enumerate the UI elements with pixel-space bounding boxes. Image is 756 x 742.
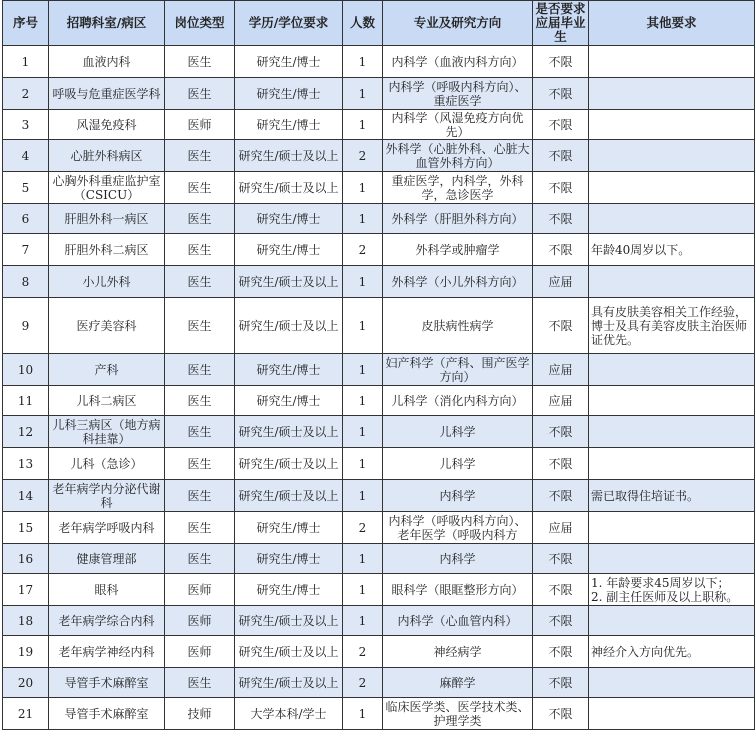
table-row	[3, 698, 755, 730]
cell-major: 神经病学	[383, 636, 533, 668]
cell-grad: 应届	[533, 354, 589, 386]
cell-dept: 心胸外科重症监护室（CSICU）	[49, 172, 165, 204]
table-row	[3, 448, 755, 480]
cell-count: 1	[343, 110, 383, 140]
cell-major: 内科学（心血管内科）	[383, 606, 533, 636]
cell-other	[589, 140, 755, 172]
cell-grad: 不限	[533, 574, 589, 606]
cell-edu: 研究生/博士	[235, 46, 343, 78]
cell-major: 外科学（肝胆外科方向）	[383, 204, 533, 234]
cell-grad: 不限	[533, 234, 589, 266]
cell-no: 21	[3, 698, 49, 730]
cell-count: 1	[343, 204, 383, 234]
header-major: 专业及研究方向	[383, 1, 533, 46]
cell-count: 2	[343, 668, 383, 698]
cell-type: 技师	[165, 698, 235, 730]
cell-major: 内科学（呼吸内科方向）、老年医学（呼吸内科方	[383, 512, 533, 544]
cell-grad: 应届	[533, 266, 589, 298]
header-other: 其他要求	[589, 1, 755, 46]
table-row	[3, 46, 755, 78]
table-row	[3, 512, 755, 544]
cell-dept: 儿科二病区	[49, 386, 165, 416]
cell-no: 18	[3, 606, 49, 636]
table-row	[3, 298, 755, 354]
cell-no: 4	[3, 140, 49, 172]
cell-count: 1	[343, 544, 383, 574]
cell-edu: 研究生/博士	[235, 574, 343, 606]
cell-dept: 眼科	[49, 574, 165, 606]
cell-type: 医生	[165, 140, 235, 172]
cell-no: 14	[3, 480, 49, 512]
header-row	[3, 1, 755, 46]
cell-count: 1	[343, 574, 383, 606]
table-row	[3, 386, 755, 416]
cell-count: 1	[343, 698, 383, 730]
cell-dept: 老年病学内分泌代谢科	[49, 480, 165, 512]
cell-grad: 不限	[533, 636, 589, 668]
cell-count: 1	[343, 606, 383, 636]
cell-count: 2	[343, 234, 383, 266]
cell-dept: 老年病学综合内科	[49, 606, 165, 636]
cell-other	[589, 354, 755, 386]
cell-count: 1	[343, 172, 383, 204]
cell-edu: 研究生/硕士及以上	[235, 480, 343, 512]
cell-type: 医生	[165, 204, 235, 234]
cell-major: 内科学	[383, 480, 533, 512]
cell-major: 内科学（呼吸内科方向）、重症医学	[383, 78, 533, 110]
cell-edu: 研究生/硕士及以上	[235, 266, 343, 298]
cell-type: 医生	[165, 416, 235, 448]
cell-type: 医生	[165, 512, 235, 544]
cell-grad: 不限	[533, 544, 589, 574]
cell-edu: 研究生/硕士及以上	[235, 172, 343, 204]
cell-other: 1. 年龄要求45周岁以下； 2. 副主任医师及以上职称。	[589, 574, 755, 606]
cell-grad: 不限	[533, 140, 589, 172]
cell-major: 临床医学类、医学技术类、护理学类	[383, 698, 533, 730]
cell-edu: 研究生/硕士及以上	[235, 140, 343, 172]
cell-dept: 健康管理部	[49, 544, 165, 574]
cell-grad: 不限	[533, 606, 589, 636]
cell-type: 医生	[165, 266, 235, 298]
cell-major: 内科学	[383, 544, 533, 574]
cell-count: 2	[343, 636, 383, 668]
cell-type: 医生	[165, 298, 235, 354]
cell-type: 医师	[165, 606, 235, 636]
cell-grad: 不限	[533, 172, 589, 204]
cell-edu: 研究生/硕士及以上	[235, 416, 343, 448]
cell-edu: 研究生/硕士及以上	[235, 668, 343, 698]
cell-no: 20	[3, 668, 49, 698]
cell-grad: 不限	[533, 204, 589, 234]
table-row	[3, 140, 755, 172]
cell-other	[589, 606, 755, 636]
cell-grad: 不限	[533, 416, 589, 448]
cell-no: 13	[3, 448, 49, 480]
cell-type: 医师	[165, 636, 235, 668]
cell-count: 1	[343, 46, 383, 78]
cell-other	[589, 668, 755, 698]
cell-other	[589, 512, 755, 544]
cell-grad: 不限	[533, 698, 589, 730]
cell-count: 1	[343, 354, 383, 386]
cell-major: 外科学（小儿外科方向）	[383, 266, 533, 298]
cell-type: 医生	[165, 354, 235, 386]
cell-dept: 小儿外科	[49, 266, 165, 298]
table-row	[3, 172, 755, 204]
cell-no: 11	[3, 386, 49, 416]
cell-other	[589, 698, 755, 730]
table-row	[3, 636, 755, 668]
cell-dept: 肝胆外科二病区	[49, 234, 165, 266]
cell-grad: 不限	[533, 78, 589, 110]
table-row	[3, 668, 755, 698]
cell-dept: 医疗美容科	[49, 298, 165, 354]
cell-count: 1	[343, 448, 383, 480]
cell-type: 医生	[165, 78, 235, 110]
cell-count: 1	[343, 480, 383, 512]
cell-count: 2	[343, 512, 383, 544]
cell-other	[589, 266, 755, 298]
cell-no: 19	[3, 636, 49, 668]
cell-no: 3	[3, 110, 49, 140]
cell-edu: 研究生/博士	[235, 386, 343, 416]
cell-dept: 老年病学神经内科	[49, 636, 165, 668]
table-row	[3, 234, 755, 266]
cell-edu: 研究生/硕士及以上	[235, 606, 343, 636]
cell-other: 需已取得住培证书。	[589, 480, 755, 512]
cell-grad: 不限	[533, 110, 589, 140]
cell-edu: 研究生/博士	[235, 544, 343, 574]
cell-dept: 导管手术麻醉室	[49, 698, 165, 730]
cell-type: 医生	[165, 480, 235, 512]
recruitment-table	[2, 0, 755, 730]
cell-major: 儿科学（消化内科方向）	[383, 386, 533, 416]
cell-count: 1	[343, 416, 383, 448]
cell-no: 5	[3, 172, 49, 204]
cell-count: 1	[343, 266, 383, 298]
cell-count: 1	[343, 78, 383, 110]
table-row	[3, 606, 755, 636]
cell-dept: 心脏外科病区	[49, 140, 165, 172]
cell-other	[589, 448, 755, 480]
cell-dept: 产科	[49, 354, 165, 386]
cell-major: 内科学（血液内科方向）	[383, 46, 533, 78]
cell-no: 15	[3, 512, 49, 544]
cell-edu: 研究生/博士	[235, 512, 343, 544]
cell-other	[589, 172, 755, 204]
cell-dept: 老年病学呼吸内科	[49, 512, 165, 544]
cell-no: 9	[3, 298, 49, 354]
cell-other: 神经介入方向优先。	[589, 636, 755, 668]
table-row	[3, 354, 755, 386]
cell-dept: 血液内科	[49, 46, 165, 78]
cell-grad: 不限	[533, 480, 589, 512]
header-edu: 学历/学位要求	[235, 1, 343, 46]
header-grad: 是否要求应届毕业生	[533, 1, 589, 46]
header-type: 岗位类型	[165, 1, 235, 46]
cell-dept: 儿科（急诊）	[49, 448, 165, 480]
cell-edu: 大学本科/学士	[235, 698, 343, 730]
header-dept: 招聘科室/病区	[49, 1, 165, 46]
cell-type: 医生	[165, 172, 235, 204]
cell-count: 1	[343, 386, 383, 416]
cell-edu: 研究生/博士	[235, 110, 343, 140]
cell-dept: 呼吸与危重症医学科	[49, 78, 165, 110]
cell-no: 10	[3, 354, 49, 386]
cell-other	[589, 204, 755, 234]
cell-major: 皮肤病性病学	[383, 298, 533, 354]
cell-no: 7	[3, 234, 49, 266]
cell-major: 内科学（风湿免疫方向优先）	[383, 110, 533, 140]
table-row	[3, 574, 755, 606]
cell-type: 医师	[165, 574, 235, 606]
cell-no: 16	[3, 544, 49, 574]
cell-no: 8	[3, 266, 49, 298]
cell-type: 医生	[165, 448, 235, 480]
cell-dept: 风湿免疫科	[49, 110, 165, 140]
cell-other	[589, 110, 755, 140]
cell-type: 医生	[165, 234, 235, 266]
table-row	[3, 204, 755, 234]
cell-other: 年龄40周岁以下。	[589, 234, 755, 266]
cell-edu: 研究生/博士	[235, 78, 343, 110]
cell-edu: 研究生/硕士及以上	[235, 298, 343, 354]
cell-type: 医生	[165, 46, 235, 78]
cell-dept: 肝胆外科一病区	[49, 204, 165, 234]
cell-major: 儿科学	[383, 448, 533, 480]
cell-dept: 导管手术麻醉室	[49, 668, 165, 698]
table-row	[3, 480, 755, 512]
cell-type: 医生	[165, 386, 235, 416]
cell-other	[589, 46, 755, 78]
header-count: 人数	[343, 1, 383, 46]
cell-edu: 研究生/硕士及以上	[235, 448, 343, 480]
cell-dept: 儿科三病区（地方病科挂靠）	[49, 416, 165, 448]
table-row	[3, 266, 755, 298]
table-row	[3, 544, 755, 574]
cell-grad: 应届	[533, 512, 589, 544]
cell-no: 12	[3, 416, 49, 448]
cell-other	[589, 544, 755, 574]
cell-other	[589, 386, 755, 416]
table-row	[3, 416, 755, 448]
cell-edu: 研究生/博士	[235, 204, 343, 234]
table-row	[3, 110, 755, 140]
cell-count: 1	[343, 298, 383, 354]
cell-grad: 不限	[533, 668, 589, 698]
cell-other	[589, 78, 755, 110]
cell-no: 6	[3, 204, 49, 234]
cell-grad: 不限	[533, 448, 589, 480]
cell-other: 具有皮肤美容相关工作经验，博士及具有美容皮肤主治医师证优先。	[589, 298, 755, 354]
table-row	[3, 78, 755, 110]
cell-major: 妇产科学（产科、围产医学方向）	[383, 354, 533, 386]
cell-no: 1	[3, 46, 49, 78]
header-no: 序号	[3, 1, 49, 46]
cell-grad: 不限	[533, 298, 589, 354]
cell-major: 重症医学，内科学，外科学，急诊医学	[383, 172, 533, 204]
cell-major: 儿科学	[383, 416, 533, 448]
cell-major: 外科学或肿瘤学	[383, 234, 533, 266]
cell-no: 17	[3, 574, 49, 606]
cell-type: 医师	[165, 110, 235, 140]
cell-grad: 不限	[533, 46, 589, 78]
cell-major: 麻醉学	[383, 668, 533, 698]
cell-edu: 研究生/博士	[235, 354, 343, 386]
cell-grad: 应届	[533, 386, 589, 416]
cell-type: 医生	[165, 544, 235, 574]
cell-other	[589, 416, 755, 448]
cell-major: 眼科学（眼眶整形方向）	[383, 574, 533, 606]
cell-major: 外科学（心脏外科、心脏大血管外科方向）	[383, 140, 533, 172]
cell-no: 2	[3, 78, 49, 110]
cell-count: 2	[343, 140, 383, 172]
cell-type: 医生	[165, 668, 235, 698]
cell-edu: 研究生/博士	[235, 234, 343, 266]
cell-edu: 研究生/硕士及以上	[235, 636, 343, 668]
